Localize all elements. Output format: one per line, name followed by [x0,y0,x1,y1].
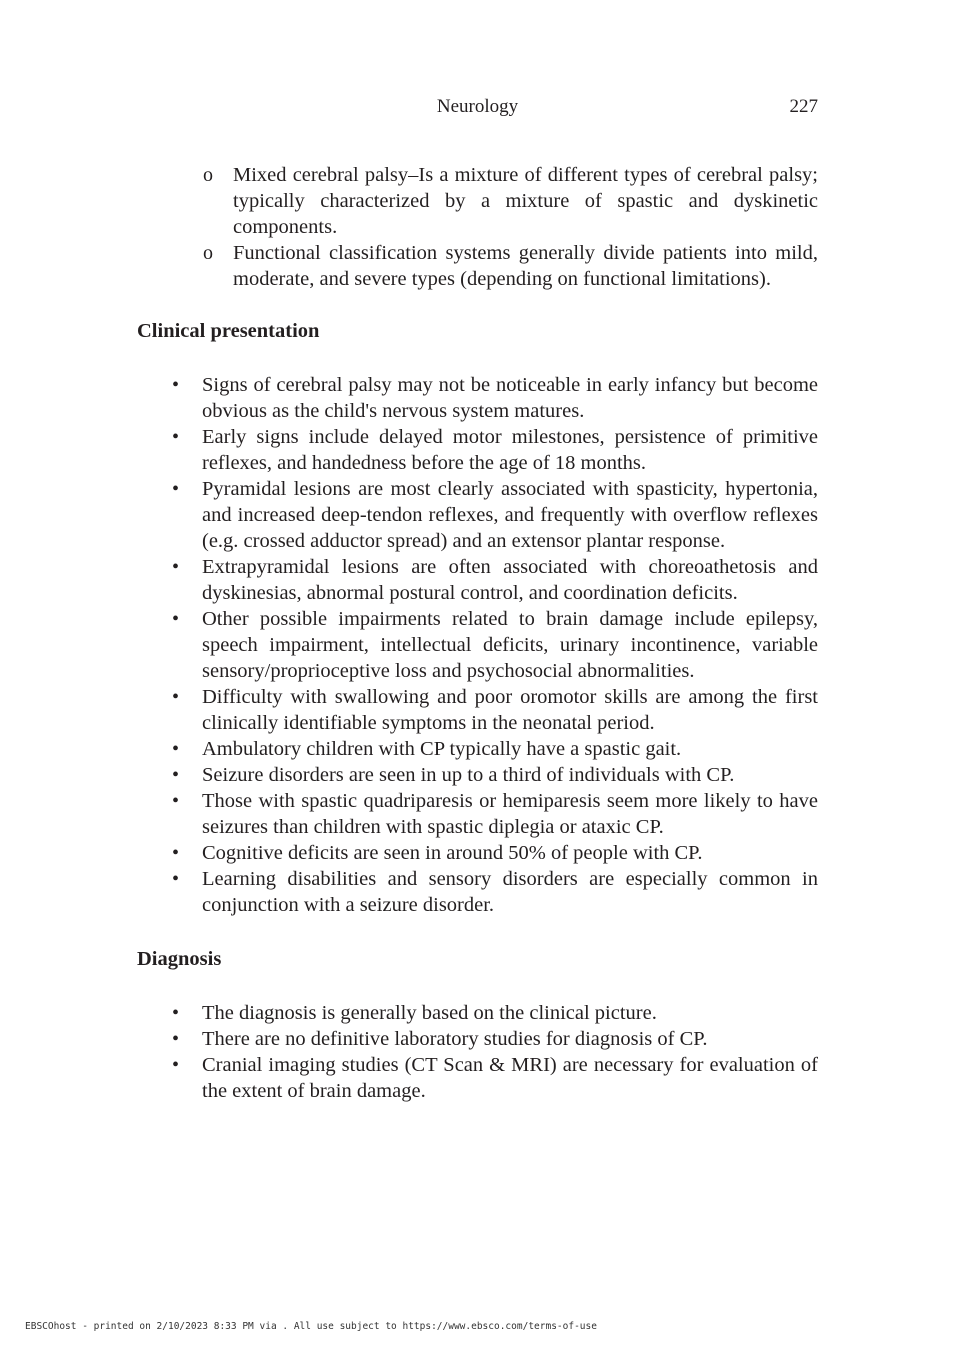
list-item [137,762,818,788]
sub-bullet-list [137,162,818,292]
list-item-text: Signs of cerebral palsy may not be noticeable in early infancy but become obvious as the child's nervous system matures. [202,374,818,422]
bullet-icon: • [172,1002,180,1024]
bullet-icon: • [172,426,180,448]
bullet-icon: • [172,1054,180,1076]
circle-bullet-icon: o [203,242,213,264]
page-body [137,162,818,1104]
list-item-text: Extrapyramidal lesions are often associated with choreoathetosis and dyskinesias, abnormal postural control, and coordination deficits. [202,556,818,604]
list-item [137,1026,818,1052]
list-item [137,1000,818,1026]
bullet-icon: • [172,478,180,500]
list-item-text: Ambulatory children with CP typically have a spastic gait. [202,738,682,760]
bullet-icon: • [172,842,180,864]
list-item-text: Seizure disorders are seen in up to a third of individuals with CP. [202,764,735,786]
list-item [137,736,818,762]
print-footer: EBSCOhost - printed on 2/10/2023 8:33 PM via . All use subject to https://www.ebsco.com/terms-of-use [25,1321,597,1332]
list-item-text: Cognitive deficits are seen in around 50% of people with CP. [202,842,703,864]
page-number: 227 [789,96,818,117]
list-item [137,240,818,292]
running-title: Neurology [436,96,519,117]
list-item [137,684,818,736]
list-item [137,866,818,918]
list-item-text: Early signs include delayed motor milestones, persistence of primitive reflexes, and handedness before the age of 18 months. [202,426,818,474]
list-item-text: Functional classification systems generally divide patients into mild, moderate, and severe types (depending on functional limitations). [233,242,818,290]
bullet-icon: • [172,868,180,890]
diagnosis-list [137,1000,818,1104]
list-item [137,840,818,866]
section-heading-diagnosis: Diagnosis [137,948,222,970]
list-item [137,554,818,606]
list-item [137,606,818,684]
clinical-presentation-list [137,372,818,918]
bullet-icon: • [172,790,180,812]
list-item [137,1052,818,1104]
list-item-text: Pyramidal lesions are most clearly associated with spasticity, hypertonia, and increased deep-tendon reflexes, and frequently with overflow reflexes (e.g. crossed adductor spread) and an extensor plantar response. [202,478,818,552]
circle-bullet-icon: o [203,164,213,186]
bullet-icon: • [172,608,180,630]
bullet-icon: • [172,374,180,396]
section-heading-clinical-presentation: Clinical presentation [137,320,320,342]
list-item-text: There are no definitive laboratory studies for diagnosis of CP. [202,1028,708,1050]
bullet-icon: • [172,686,180,708]
bullet-icon: • [172,1028,180,1050]
list-item-text: Those with spastic quadriparesis or hemiparesis seem more likely to have seizures than children with spastic diplegia or ataxic CP. [202,790,818,838]
list-item [137,788,818,840]
list-item [137,372,818,424]
list-item-text: Cranial imaging studies (CT Scan & MRI) are necessary for evaluation of the extent of brain damage. [202,1054,818,1102]
list-item-text: Learning disabilities and sensory disorders are especially common in conjunction with a seizure disorder. [202,868,818,916]
list-item-text: Other possible impairments related to brain damage include epilepsy, speech impairment, intellectual deficits, urinary incontinence, variable sensory/proprioceptive loss and psychosocial abnormalities. [202,608,818,682]
list-item-text: Difficulty with swallowing and poor oromotor skills are among the first clinically identifiable symptoms in the neonatal period. [202,686,818,734]
bullet-icon: • [172,738,180,760]
list-item [137,162,818,240]
bullet-icon: • [172,556,180,578]
list-item [137,476,818,554]
list-item-text: Mixed cerebral palsy–Is a mixture of different types of cerebral palsy; typically characterized by a mixture of spastic and dyskinetic components. [233,164,818,238]
running-header [137,96,818,122]
bullet-icon: • [172,764,180,786]
list-item-text: The diagnosis is generally based on the clinical picture. [202,1002,657,1024]
list-item [137,424,818,476]
